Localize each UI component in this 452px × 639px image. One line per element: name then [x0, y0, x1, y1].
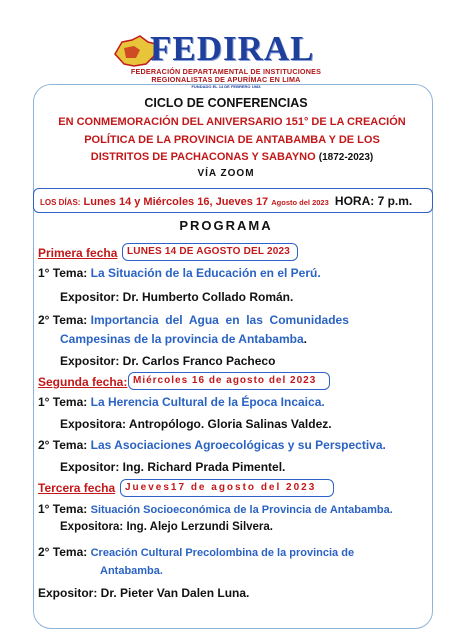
programa-heading: PROGRAMA [179, 218, 273, 233]
commemoration-line3-wrap [46, 149, 418, 167]
dias-label: LOS DÍAS: [40, 198, 81, 207]
org-name-line1: FEDERACIÓN DEPARTAMENTAL DE INSTITUCIONES [130, 67, 322, 76]
s1-tema2-expositor: Expositor: Dr. Carlos Franco Pacheco [60, 354, 276, 368]
commemoration-years: (1872-2023) [318, 152, 374, 163]
session3-label: Tercera fecha [38, 481, 116, 495]
commemoration-line3: DISTRITOS DE PACHACONAS Y SABAYNO [90, 151, 316, 163]
dias-hora: HORA: 7 p.m. [334, 194, 413, 208]
via-zoom: VÍA ZOOM [197, 168, 255, 179]
s1-tema1-title: La Situación de la Educación en el Perú. [90, 266, 321, 280]
s3-tema1-expositor: Expositora: Ing. Alejo Lerzundi Silvera. [60, 521, 274, 533]
session2-label: Segunda fecha: [38, 375, 128, 389]
org-name-line2: REGIONALISTAS DE APURÍMAC EN LIMA [151, 75, 301, 84]
session3-date: Jueves17 de agosto del 2023 [120, 479, 334, 497]
s2-tema1-title: La Herencia Cultural de la Época Incaica. [90, 395, 325, 409]
s2-tema2-title: Las Asociaciones Agroecológicas y su Perspectiva. [90, 438, 386, 452]
s3-tema2-title2-wrap [100, 563, 163, 577]
session1-date: LUNES 14 DE AGOSTO DEL 2023 [122, 243, 298, 261]
s1-tema1-expositor: Expositor: Dr. Humberto Collado Román. [60, 290, 294, 304]
s3-tema2-title2: Antabamba. [100, 565, 163, 577]
s1-tema2-num: 2° Tema: [38, 313, 88, 327]
s2-tema1-expositor: Expositora: Antropólogo. Gloria Salinas Valdez. [60, 417, 332, 431]
s3-tema2 [38, 545, 354, 559]
s2-tema2 [38, 438, 386, 452]
s2-tema2-expositor: Expositor: Ing. Richard Prada Pimentel. [60, 460, 286, 474]
s3-tema1-title: Situación Socioeconómica de la Provincia de Antabamba. [90, 504, 393, 516]
s3-tema2-num: 2° Tema: [38, 545, 88, 559]
commemoration-line1: EN CONMEMORACIÓN DEL ANIVERSARIO 151° DE LA CREACIÓN [58, 116, 406, 128]
org-founded: FUNDADO EL 14 DE FEBRERO 1983 [191, 84, 261, 89]
s2-tema1-num: 1° Tema: [38, 395, 88, 409]
session1-label: Primera fecha [38, 246, 118, 260]
s1-tema1-num: 1° Tema: [38, 266, 88, 280]
brand-logo-text: FEDIRAL [150, 29, 315, 68]
s2-tema2-num: 2° Tema: [38, 438, 88, 452]
commemoration-text [46, 114, 418, 167]
s3-tema2-title1: Creación Cultural Precolombina de la provincia de [90, 547, 355, 559]
dias-month: Agosto del 2023 [271, 198, 329, 207]
page-title: CICLO DE CONFERENCIAS [144, 96, 308, 110]
s1-tema2 [38, 313, 349, 327]
s3-tema1 [38, 502, 393, 516]
dias-days: Lunes 14 y Miércoles 16, Jueves 17 [83, 196, 269, 208]
s1-tema2-period: . [303, 332, 307, 346]
s1-tema2-title2: Campesinas de la provincia de Antabamba [60, 332, 304, 346]
s1-tema2-title2-wrap [60, 332, 307, 346]
s1-tema1 [38, 266, 321, 280]
s1-tema2-title1: Importancia del Agua en las Comunidades [90, 313, 349, 327]
final-expositor: Expositor: Dr. Pieter Van Dalen Luna. [38, 586, 250, 600]
commemoration-line2: POLÍTICA DE LA PROVINCIA DE ANTABAMBA Y DE LOS [84, 133, 380, 146]
s2-tema1 [38, 395, 325, 409]
dias-line [40, 194, 412, 208]
session2-date: Miércoles 16 de agosto del 2023 [128, 372, 330, 390]
s3-tema1-num: 1° Tema: [38, 502, 88, 516]
